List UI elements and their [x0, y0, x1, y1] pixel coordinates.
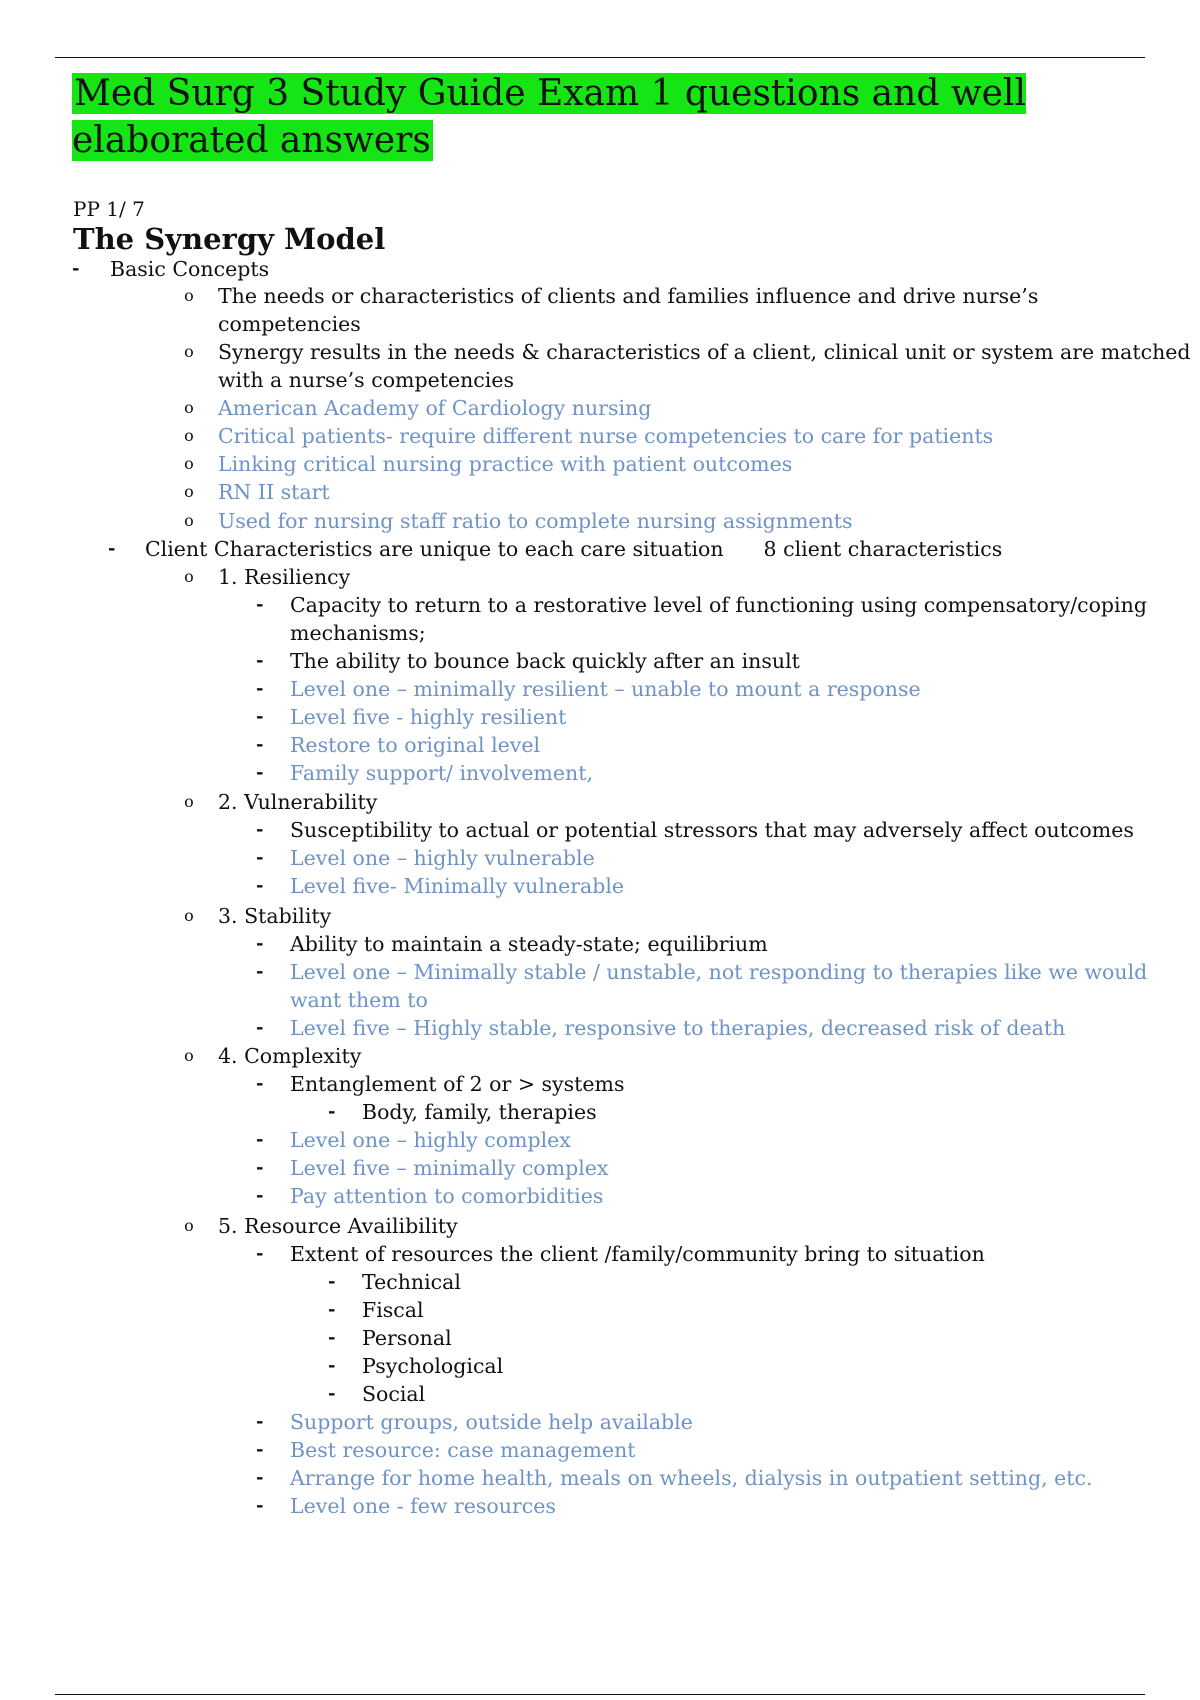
dash-bullet: - [256, 875, 264, 896]
list-item: - The ability to bounce back quickly after an insult [256, 649, 800, 673]
dash-bullet: - [256, 650, 264, 671]
list-item: - Level one – minimally resilient – unable to mount a response [256, 677, 921, 701]
dash-bullet: - [256, 819, 264, 840]
circle-bullet: o [184, 906, 194, 925]
top-rule [55, 57, 1145, 58]
list-item-continuation: with a nurse’s competencies [218, 368, 514, 392]
list-item: - Level one – highly complex [256, 1128, 571, 1152]
dash-bullet: - [256, 1439, 264, 1460]
list-item: - Basic Concepts [72, 257, 270, 281]
list-item: o Synergy results in the needs & characteristics of a client, clinical unit or system are matched [0, 338, 1200, 366]
list-item: o 1. Resiliency [0, 563, 1200, 591]
dash-bullet: - [256, 706, 264, 727]
list-item: - Ability to maintain a steady-state; equilibrium [256, 932, 768, 956]
list-item: - Level five - highly resilient [256, 705, 567, 729]
dash-bullet: - [256, 678, 264, 699]
dash-bullet: - [256, 1467, 264, 1488]
list-item: o American Academy of Cardiology nursing [0, 394, 1200, 422]
circle-bullet: o [184, 1046, 194, 1065]
circle-bullet: o [184, 1216, 194, 1235]
list-item: - Level five – Highly stable, responsive to therapies, decreased risk of death [256, 1016, 1066, 1040]
page-label: PP 1/ 7 [73, 197, 145, 221]
circle-bullet: o [184, 454, 194, 473]
dash-bullet: - [72, 258, 80, 279]
circle-bullet: o [184, 426, 194, 445]
list-item: - Best resource: case management [256, 1438, 636, 1462]
circle-bullet: o [184, 511, 194, 530]
list-item: o RN II start [0, 478, 1200, 506]
list-item-continuation: want them to [290, 988, 428, 1012]
dash-bullet: - [256, 762, 264, 783]
list-item: - Level one – highly vulnerable [256, 846, 595, 870]
client-characteristics-label: Client Characteristics are unique to each care situation [145, 537, 724, 561]
circle-bullet: o [184, 567, 194, 586]
list-item: - Restore to original level [256, 733, 541, 757]
dash-bullet: - [256, 1185, 264, 1206]
dash-bullet: - [328, 1101, 336, 1122]
dash-bullet: - [108, 538, 116, 559]
dash-bullet: - [328, 1299, 336, 1320]
dash-bullet: - [328, 1383, 336, 1404]
list-item: - Support groups, outside help available [256, 1410, 693, 1434]
bottom-rule [55, 1694, 1145, 1695]
document-title: Med Surg 3 Study Guide Exam 1 questions and well elaborated answers [72, 73, 1026, 161]
list-item: o Critical patients- require different nurse competencies to care for patients [0, 422, 1200, 450]
circle-bullet: o [184, 482, 194, 501]
list-item: - Social [328, 1382, 426, 1406]
dash-bullet: - [328, 1327, 336, 1348]
list-item: - Body, family, therapies [328, 1100, 597, 1124]
list-item: - Arrange for home health, meals on wheels, dialysis in outpatient setting, etc. [256, 1466, 1093, 1490]
list-item: - Psychological [328, 1354, 504, 1378]
list-item: - Level five – minimally complex [256, 1156, 609, 1180]
list-item [0, 535, 1200, 563]
list-item: - Level five- Minimally vulnerable [256, 874, 625, 898]
dash-bullet: - [256, 1243, 264, 1264]
list-item: - Level one - few resources [256, 1494, 556, 1518]
list-item: - Pay attention to comorbidities [256, 1184, 604, 1208]
list-item: o 2. Vulnerability [0, 788, 1200, 816]
list-item: o The needs or characteristics of clients and families influence and drive nurse’s [0, 282, 1200, 310]
dash-bullet: - [256, 1017, 264, 1038]
dash-bullet: - [256, 734, 264, 755]
list-item: - Fiscal [328, 1298, 424, 1322]
dash-bullet: - [328, 1271, 336, 1292]
list-item: o 5. Resource Availibility [0, 1212, 1200, 1240]
dash-bullet: - [256, 1073, 264, 1094]
dash-bullet: - [256, 1495, 264, 1516]
dash-bullet: - [256, 594, 264, 615]
dash-bullet: - [256, 1157, 264, 1178]
list-item: - Entanglement of 2 or > systems [256, 1072, 625, 1096]
list-item: o 3. Stability [0, 902, 1200, 930]
list-item: - Susceptibility to actual or potential stressors that may adversely affect outcomes [256, 818, 1134, 842]
list-item-continuation: mechanisms; [290, 621, 426, 645]
circle-bullet: o [184, 342, 194, 361]
dash-bullet: - [256, 1129, 264, 1150]
dash-bullet: - [256, 847, 264, 868]
list-item-continuation: competencies [218, 312, 361, 336]
client-characteristics-note: 8 client characteristics [763, 537, 1003, 561]
list-item: - Personal [328, 1326, 452, 1350]
list-item: o 4. Complexity [0, 1042, 1200, 1070]
section-heading: The Synergy Model [73, 222, 386, 256]
list-item: - Extent of resources the client /family/community bring to situation [256, 1242, 985, 1266]
circle-bullet: o [184, 398, 194, 417]
circle-bullet: o [184, 792, 194, 811]
list-item: - Family support/ involvement, [256, 761, 593, 785]
dash-bullet: - [256, 933, 264, 954]
list-item: - Level one – Minimally stable / unstable, not responding to therapies like we would [256, 960, 1148, 984]
list-item: - Capacity to return to a restorative level of functioning using compensatory/coping [256, 593, 1147, 617]
dash-bullet: - [256, 961, 264, 982]
dash-bullet: - [328, 1355, 336, 1376]
dash-bullet: - [256, 1411, 264, 1432]
list-item: - Technical [328, 1270, 461, 1294]
list-item: o Used for nursing staff ratio to complete nursing assignments [0, 507, 1200, 535]
list-item: o Linking critical nursing practice with patient outcomes [0, 450, 1200, 478]
circle-bullet: o [184, 286, 194, 305]
